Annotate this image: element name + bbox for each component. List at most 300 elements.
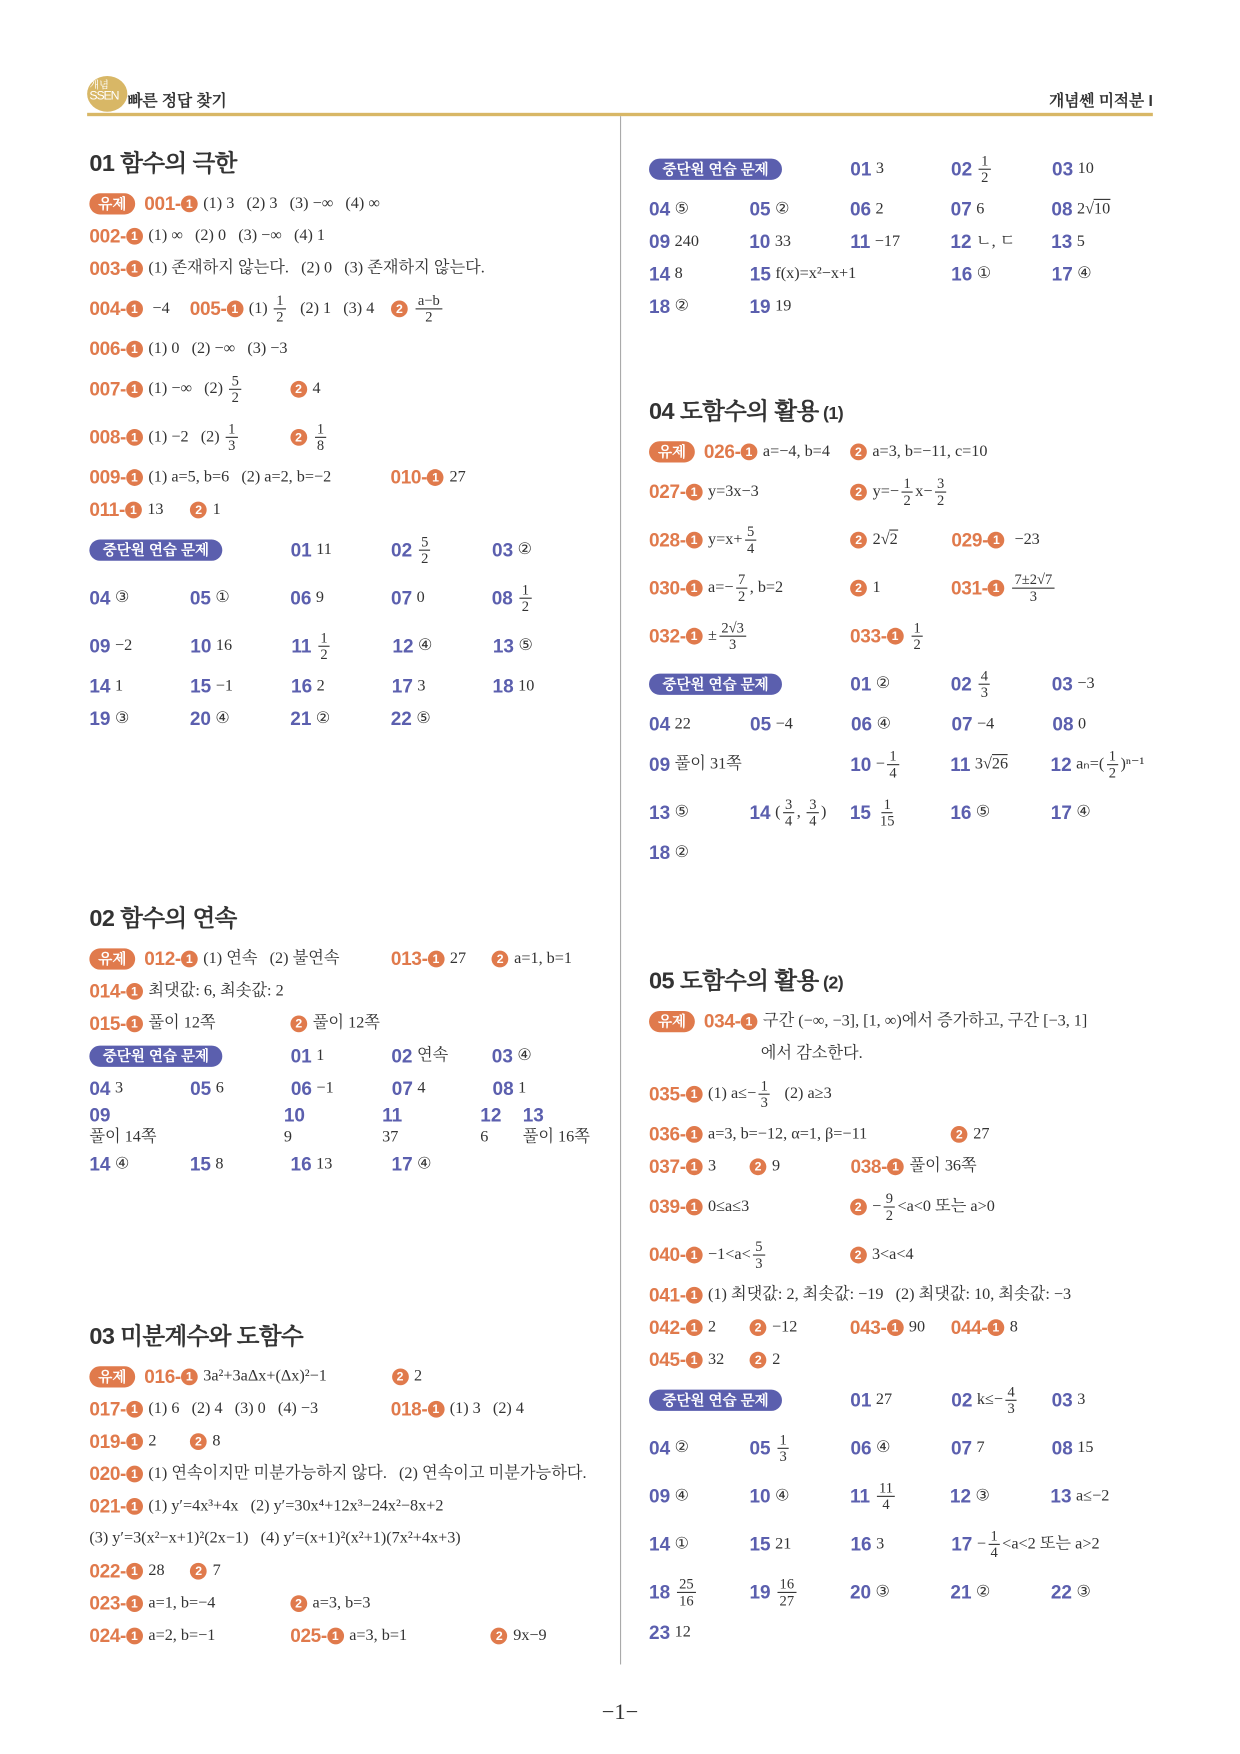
practice-number: 01 bbox=[290, 539, 312, 561]
answer-item bbox=[649, 842, 689, 864]
problem-number: 003- bbox=[89, 257, 127, 279]
answer-row bbox=[89, 333, 608, 365]
denominator: 2 bbox=[425, 308, 433, 326]
problem-number: 019- bbox=[89, 1430, 127, 1452]
problem-number: 002- bbox=[89, 225, 127, 247]
part-number-circle: 2 bbox=[850, 1247, 867, 1264]
answer-item bbox=[750, 1156, 780, 1177]
answer-text: a=3, b=−12, α=1, β=−11 bbox=[708, 1124, 868, 1143]
part-number-circle: 2 bbox=[850, 1199, 867, 1216]
denominator: 4 bbox=[784, 812, 793, 829]
problem-number: 039- bbox=[649, 1195, 686, 1218]
answer-item bbox=[1052, 158, 1094, 180]
problem-number: 033- bbox=[850, 625, 887, 647]
answer-text: 3 bbox=[876, 1534, 885, 1553]
answer-text: 2 bbox=[1077, 199, 1086, 218]
practice-number: 07 bbox=[391, 587, 413, 609]
practice-number: 05 bbox=[750, 713, 772, 735]
part-number-circle: 1 bbox=[686, 484, 703, 501]
practice-number: 11 bbox=[850, 230, 871, 252]
answer-text: 8 bbox=[215, 1155, 224, 1173]
answer-text: ① bbox=[674, 1534, 690, 1553]
practice-number: 09 bbox=[89, 635, 111, 657]
fraction bbox=[777, 1576, 796, 1608]
answer-item bbox=[190, 1561, 220, 1582]
answer-item bbox=[190, 293, 375, 325]
problem-number: 026- bbox=[703, 440, 741, 462]
part-number-circle: 2 bbox=[850, 532, 867, 549]
answer-text: ㄴ, ㄷ bbox=[975, 232, 1016, 251]
part-number-circle: 1 bbox=[126, 1595, 143, 1612]
numerator: 11 bbox=[877, 1480, 895, 1497]
part-number-circle: 2 bbox=[290, 1595, 307, 1612]
section-title-sub: (1) bbox=[823, 404, 844, 424]
part-number-circle: 2 bbox=[491, 1628, 508, 1645]
radical-sign: √ bbox=[1085, 199, 1095, 218]
answer-text: 2 bbox=[872, 530, 881, 549]
answer-text: 9 bbox=[283, 1128, 292, 1147]
fraction bbox=[877, 1480, 895, 1512]
answer-item bbox=[291, 539, 332, 561]
answer-item bbox=[144, 1366, 327, 1388]
answer-item bbox=[492, 582, 534, 614]
fraction bbox=[318, 630, 330, 662]
denominator: 3 bbox=[1007, 1399, 1015, 1417]
answer-text: −17 bbox=[874, 232, 901, 251]
part-number-circle: 1 bbox=[686, 628, 703, 645]
answer-item bbox=[850, 1533, 884, 1555]
answer-text: −23 bbox=[1010, 530, 1040, 549]
practice-number: 11 bbox=[849, 1485, 871, 1507]
answer-text: 0 bbox=[416, 588, 425, 607]
answer-item bbox=[649, 1621, 691, 1643]
answer-item bbox=[190, 587, 230, 609]
answer-row bbox=[649, 193, 1168, 225]
answer-text: (1) −∞ (2) bbox=[148, 379, 228, 398]
answer-item bbox=[951, 1528, 1099, 1560]
answer-item bbox=[1052, 263, 1092, 285]
answer-text: ③ bbox=[1076, 1582, 1091, 1601]
answer-row bbox=[649, 258, 1168, 290]
answer-item bbox=[851, 713, 891, 735]
answer-item bbox=[391, 1398, 524, 1420]
answer-row bbox=[89, 1425, 608, 1457]
answer-item bbox=[493, 1077, 527, 1099]
problem-number: 034- bbox=[703, 1010, 741, 1032]
section-title bbox=[89, 900, 608, 931]
answer-item bbox=[89, 587, 129, 609]
fraction bbox=[229, 373, 241, 405]
answer-text: ② bbox=[674, 1438, 690, 1457]
part-number-circle: 1 bbox=[126, 1498, 143, 1515]
answer-item bbox=[89, 499, 163, 521]
answer-item bbox=[290, 379, 320, 400]
answer-item bbox=[290, 708, 330, 730]
problem-number: 027- bbox=[649, 480, 686, 503]
answer-row bbox=[649, 612, 1168, 660]
answer-item bbox=[850, 1244, 914, 1265]
answer-row bbox=[89, 703, 608, 735]
fraction bbox=[777, 1432, 789, 1464]
problem-number: 030- bbox=[649, 576, 686, 599]
part-number-circle: 1 bbox=[988, 532, 1005, 549]
answer-row bbox=[89, 1523, 608, 1555]
answer-item bbox=[649, 1239, 767, 1271]
answer-row bbox=[89, 1072, 608, 1104]
practice-number: 09 bbox=[649, 230, 671, 252]
part-number-circle: 1 bbox=[686, 1287, 703, 1304]
answer-text: −4 bbox=[977, 714, 995, 733]
practice-number: 13 bbox=[649, 801, 671, 823]
answer-text: (1) bbox=[248, 299, 272, 318]
answer-item bbox=[190, 1153, 224, 1175]
practice-number: 17 bbox=[1051, 263, 1073, 285]
answer-text: 9 bbox=[315, 588, 324, 607]
answer-item bbox=[750, 1317, 798, 1338]
answer-text: a=−4, b=4 bbox=[762, 442, 830, 461]
practice-number: 20 bbox=[849, 1581, 872, 1603]
answer-row bbox=[89, 188, 608, 220]
numerator: 5 bbox=[753, 1239, 765, 1256]
answer-item bbox=[750, 263, 856, 285]
answer-text: 8 bbox=[212, 1432, 221, 1450]
example-badge: 유제 bbox=[89, 193, 135, 214]
answer-item bbox=[382, 1105, 420, 1149]
answer-text: ② bbox=[975, 1582, 991, 1601]
answer-item bbox=[749, 198, 789, 220]
practice-number: 09 bbox=[89, 1104, 111, 1127]
answer-item bbox=[649, 572, 783, 604]
practice-number: 01 bbox=[850, 1389, 872, 1411]
radical-sign: √ bbox=[982, 755, 992, 774]
practice-number: 02 bbox=[391, 1045, 413, 1067]
part-number-circle: 2 bbox=[850, 580, 867, 597]
answer-text: a=1, b=1 bbox=[514, 949, 573, 968]
fraction bbox=[736, 572, 748, 604]
part-number-circle: 2 bbox=[290, 429, 307, 446]
answer-row bbox=[649, 226, 1168, 258]
answer-item bbox=[391, 534, 433, 566]
answer-text: ③ bbox=[114, 709, 130, 728]
answer-text: 2 bbox=[772, 1350, 781, 1369]
answer-text: 9 bbox=[772, 1157, 781, 1176]
practice-number: 16 bbox=[291, 675, 313, 697]
answer-item bbox=[649, 295, 689, 317]
part-number-circle: 1 bbox=[126, 1401, 143, 1418]
answer-text: − bbox=[976, 1534, 986, 1553]
numerator: 9 bbox=[883, 1191, 895, 1208]
practice-number: 09 bbox=[649, 753, 671, 775]
practice-number: 12 bbox=[392, 635, 414, 657]
answer-item bbox=[392, 1153, 432, 1175]
practice-number: 10 bbox=[190, 635, 212, 657]
answer-text: 1 bbox=[212, 500, 221, 519]
answer-row bbox=[649, 1344, 1168, 1376]
answer-row bbox=[89, 1555, 608, 1587]
answer-item bbox=[89, 1153, 129, 1175]
practice-number: 04 bbox=[649, 713, 671, 735]
answer-text: a=1, b=−4 bbox=[148, 1594, 216, 1612]
answer-text: 10 bbox=[518, 676, 535, 695]
answer-item bbox=[89, 1495, 443, 1517]
part-number-circle: 2 bbox=[290, 381, 307, 398]
problem-number: 014- bbox=[89, 980, 127, 1002]
answer-text: ③ bbox=[975, 1486, 991, 1505]
answer-item bbox=[89, 1625, 215, 1647]
answer-item bbox=[290, 1625, 407, 1647]
numerator: 1 bbox=[318, 630, 330, 647]
answer-text: y=− bbox=[872, 482, 900, 501]
answer-item bbox=[649, 1123, 867, 1145]
part-number-circle: 1 bbox=[126, 1433, 143, 1450]
answer-row bbox=[89, 622, 608, 670]
answer-text: (2) 1 (3) 4 bbox=[287, 299, 375, 318]
practice-number: 05 bbox=[749, 198, 771, 220]
practice-number: 09 bbox=[649, 1485, 671, 1507]
answer-text: (1) 연속이지만 미분가능하지 않다. (2) 연속이고 미분가능하다. bbox=[148, 1464, 587, 1483]
numerator: 1 bbox=[988, 1528, 1000, 1545]
part-number-circle: 1 bbox=[126, 1466, 143, 1483]
part-number-circle: 1 bbox=[887, 628, 904, 645]
practice-number: 17 bbox=[951, 1533, 973, 1555]
practice-number: 02 bbox=[391, 539, 413, 561]
answer-item bbox=[850, 1156, 976, 1178]
answer-text: ④ bbox=[417, 1155, 432, 1173]
fraction bbox=[878, 796, 897, 828]
answer-text: 0≤a≤3 bbox=[708, 1197, 750, 1216]
answer-text: 7 bbox=[212, 1561, 221, 1580]
answer-item bbox=[951, 1437, 985, 1459]
practice-number: 14 bbox=[749, 801, 771, 823]
fraction bbox=[988, 1528, 1000, 1560]
answer-row bbox=[649, 1151, 1168, 1183]
answer-text: (1) 최댓값: 2, 최솟값: −19 (2) 최댓값: 10, 최솟값: −3 bbox=[708, 1285, 1072, 1304]
answer-item bbox=[89, 1398, 318, 1420]
numerator: 1 bbox=[226, 421, 238, 438]
answer-item bbox=[290, 1013, 380, 1034]
square-root bbox=[881, 530, 898, 551]
practice-number: 14 bbox=[649, 263, 671, 285]
section-title bbox=[89, 145, 608, 176]
answer-item bbox=[649, 1284, 1071, 1306]
practice-number: 16 bbox=[951, 263, 973, 285]
practice-number: 06 bbox=[850, 1437, 872, 1459]
numerator: 1 bbox=[274, 293, 286, 310]
practice-number: 17 bbox=[391, 675, 413, 697]
answer-row bbox=[649, 516, 1168, 564]
answer-text: 1 bbox=[114, 676, 124, 695]
problem-number: 011- bbox=[89, 498, 125, 521]
fraction bbox=[753, 1239, 765, 1271]
fraction bbox=[416, 293, 442, 325]
part-number-circle: 2 bbox=[190, 502, 207, 519]
part-number-circle: 1 bbox=[126, 469, 143, 486]
problem-number: 017- bbox=[89, 1398, 127, 1420]
answer-text: −2 bbox=[114, 636, 133, 655]
answer-row bbox=[649, 789, 1168, 837]
answer-row bbox=[649, 1183, 1168, 1231]
practice-number: 10 bbox=[749, 230, 771, 252]
answer-item bbox=[749, 1485, 789, 1507]
answer-item bbox=[392, 1366, 422, 1387]
answer-item bbox=[89, 1463, 586, 1485]
problem-number: 038- bbox=[850, 1155, 888, 1177]
answer-row bbox=[89, 1490, 608, 1522]
denominator: 2 bbox=[885, 1206, 893, 1224]
numerator: 1 bbox=[777, 1432, 789, 1449]
part-number-circle: 1 bbox=[126, 429, 143, 446]
practice-badge: 중단원 연습 문제 bbox=[89, 540, 222, 561]
answer-text: 12 bbox=[674, 1623, 691, 1642]
answer-row bbox=[89, 670, 608, 702]
answer-item bbox=[391, 293, 444, 325]
answer-text: ③ bbox=[114, 588, 130, 607]
answer-item bbox=[89, 257, 484, 279]
answer-row bbox=[89, 1361, 608, 1393]
answer-row bbox=[649, 290, 1168, 322]
answer-item bbox=[951, 153, 993, 185]
numerator: 4 bbox=[979, 668, 991, 685]
fraction bbox=[677, 1576, 696, 1608]
answer-text: 16 bbox=[215, 636, 233, 655]
part-number-circle: 1 bbox=[987, 1319, 1004, 1336]
answer-item bbox=[649, 524, 759, 556]
answer-item bbox=[290, 587, 324, 609]
practice-number: 14 bbox=[89, 1153, 111, 1175]
problem-number: 042- bbox=[649, 1316, 686, 1338]
section-03 bbox=[89, 1318, 608, 1652]
answer-item bbox=[1051, 802, 1091, 824]
answer-item bbox=[491, 1625, 547, 1646]
answer-text: 6 bbox=[215, 1079, 224, 1097]
practice-number: 04 bbox=[89, 1077, 111, 1099]
practice-number: 07 bbox=[951, 713, 973, 735]
problem-number: 036- bbox=[649, 1123, 686, 1145]
radicand: 10 bbox=[1094, 199, 1111, 218]
practice-number: 12 bbox=[949, 1485, 972, 1507]
fraction bbox=[935, 476, 947, 508]
answer-item bbox=[850, 796, 899, 828]
part-number-circle: 2 bbox=[290, 1015, 307, 1032]
answer-text: <a<2 또는 a>2 bbox=[1002, 1534, 1100, 1553]
answer-item bbox=[291, 675, 325, 697]
answer-text: 1 bbox=[872, 578, 881, 597]
fraction bbox=[315, 421, 327, 453]
answer-item bbox=[850, 1581, 890, 1603]
denominator: 8 bbox=[316, 436, 325, 454]
answer-text: ④ bbox=[215, 709, 230, 728]
example-badge: 유제 bbox=[649, 1011, 695, 1032]
practice-number: 08 bbox=[1051, 1437, 1073, 1459]
answer-item bbox=[850, 231, 900, 253]
answer-text: ④ bbox=[1076, 803, 1091, 822]
answer-item bbox=[89, 1528, 460, 1549]
answer-item bbox=[951, 529, 1039, 551]
practice-number: 10 bbox=[850, 753, 872, 775]
practice-number: 13 bbox=[1051, 230, 1073, 252]
numerator: 1 bbox=[520, 582, 532, 599]
part-number-circle: 1 bbox=[988, 580, 1005, 597]
answer-item bbox=[290, 421, 329, 453]
answer-text: −1<a< bbox=[708, 1245, 751, 1264]
answer-text: ④ bbox=[876, 714, 892, 733]
practice-number: 15 bbox=[749, 1533, 771, 1555]
answer-text: 에서 감소한다. bbox=[760, 1044, 863, 1063]
practice-number: 16 bbox=[850, 1533, 872, 1555]
section-title-text: 04 도함수의 활용 bbox=[649, 398, 819, 425]
answer-text: a=3, b=1 bbox=[349, 1626, 408, 1645]
numerator: 1 bbox=[1107, 748, 1119, 765]
answer-text: ⑤ bbox=[674, 803, 690, 822]
answer-text: ③ bbox=[875, 1582, 891, 1601]
practice-number: 14 bbox=[649, 1533, 671, 1555]
answer-text: (1) 6 (2) 4 (3) 0 (4) −3 bbox=[148, 1399, 319, 1418]
answer-text: ④ bbox=[876, 1438, 891, 1457]
fraction bbox=[911, 620, 923, 652]
logo-text-bottom: SSEN bbox=[89, 89, 119, 103]
answer-text: ② bbox=[315, 709, 331, 728]
answer-text: 8 bbox=[674, 264, 683, 283]
denominator: 2 bbox=[737, 587, 746, 605]
problem-number: 005- bbox=[189, 297, 227, 319]
answer-item bbox=[649, 1533, 689, 1555]
answer-row bbox=[649, 1038, 1168, 1070]
answer-item bbox=[492, 539, 532, 561]
part-number-circle: 1 bbox=[126, 1015, 143, 1032]
practice-number: 06 bbox=[849, 198, 872, 220]
part-number-circle: 1 bbox=[181, 951, 198, 968]
numerator: 5 bbox=[229, 373, 241, 390]
square-root bbox=[1085, 199, 1110, 220]
part-number-circle: 1 bbox=[428, 951, 445, 968]
answer-item bbox=[89, 1105, 175, 1149]
logo-text-top: 개념 bbox=[89, 79, 109, 91]
answer-item bbox=[89, 635, 132, 657]
fraction bbox=[807, 796, 819, 828]
answer-item bbox=[1052, 713, 1086, 735]
problem-number: 021- bbox=[89, 1495, 127, 1517]
answer-text: 0 bbox=[1077, 714, 1087, 733]
answer-item bbox=[1051, 748, 1145, 780]
denominator: 2 bbox=[320, 645, 328, 663]
answer-item bbox=[144, 193, 380, 215]
answer-text: (1) 0 (2) −∞ (3) −3 bbox=[148, 339, 288, 358]
answer-text: 27 bbox=[449, 949, 467, 968]
practice-number: 16 bbox=[950, 801, 972, 823]
practice-number: 22 bbox=[390, 707, 412, 729]
answer-text: ② bbox=[775, 199, 790, 218]
answer-text: 2 bbox=[414, 1367, 423, 1386]
answer-text: 6 bbox=[480, 1128, 489, 1147]
answer-text: 27 bbox=[973, 1124, 990, 1143]
answer-item bbox=[480, 1105, 511, 1149]
answer-item bbox=[1052, 1437, 1094, 1459]
numerator: 7±2√7 bbox=[1012, 572, 1054, 589]
answer-text: 풀이 12쪽 bbox=[312, 1014, 380, 1033]
practice-number: 05 bbox=[190, 1077, 212, 1099]
answer-item bbox=[951, 198, 985, 220]
part-number-circle: 1 bbox=[181, 195, 198, 212]
answer-item bbox=[89, 466, 331, 488]
answer-text: 최댓값: 6, 최솟값: 2 bbox=[148, 981, 284, 1000]
practice-number: 08 bbox=[491, 587, 513, 609]
practice-number: 21 bbox=[290, 707, 312, 729]
fraction bbox=[979, 668, 991, 700]
answer-item bbox=[850, 1191, 995, 1223]
answer-item bbox=[850, 578, 880, 599]
part-number-circle: 1 bbox=[741, 443, 758, 460]
section-title-sub: (2) bbox=[823, 974, 844, 994]
